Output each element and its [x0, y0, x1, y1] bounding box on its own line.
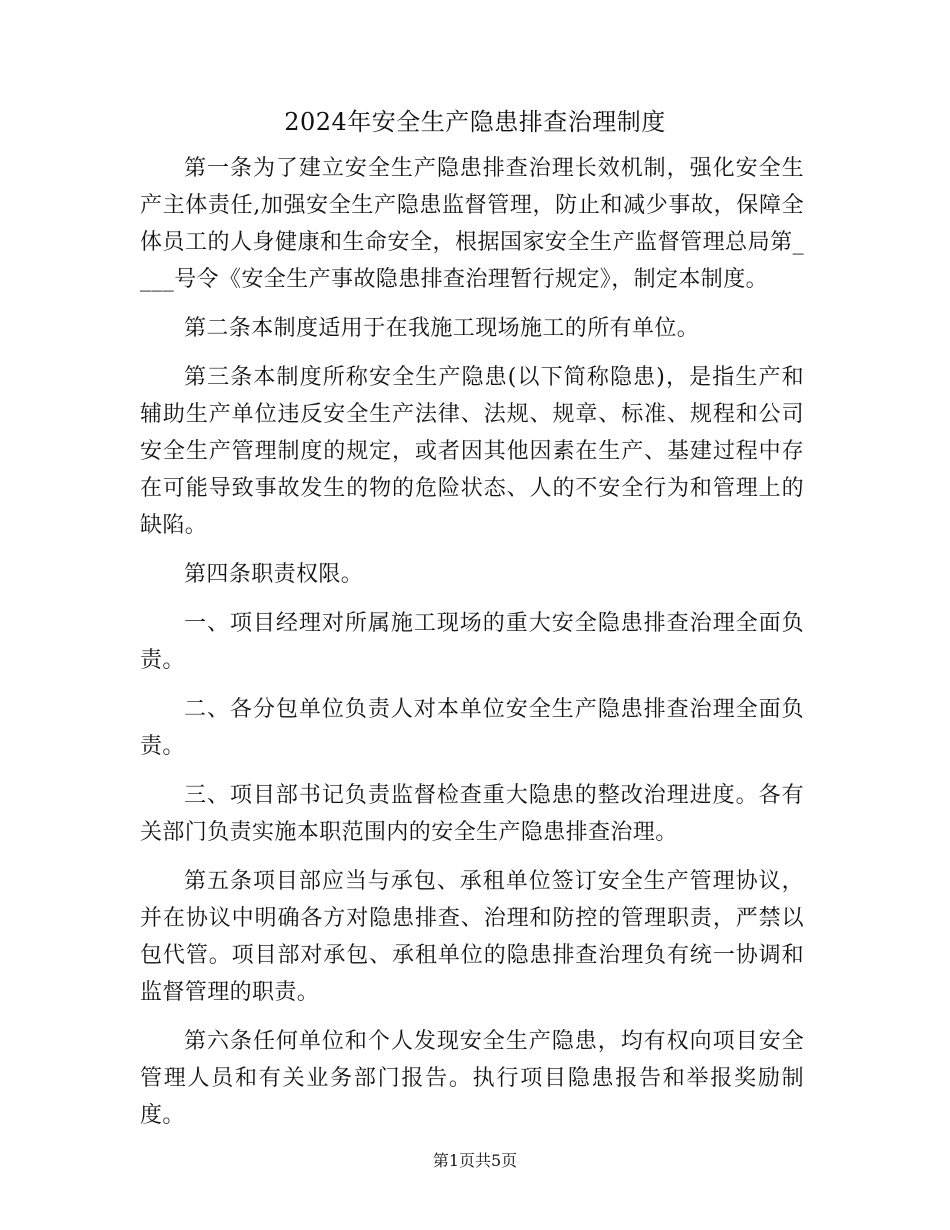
- paragraph-article-2: 第二条本制度适用于在我施工现场施工的所有单位。: [184, 316, 700, 341]
- paragraph-article-3: 第三条本制度所称安全生产隐患(以下简称隐患)，是指生产和辅助生产单位违反安全生产法律、法规、规章、标准、规程和公司安全生产管理制度的规定，或者因其他因素在生产、基建过程中存在可能导致事故发生的物的危险状态、人的不安全行为和管理上的缺陷。: [140, 365, 804, 538]
- document-body: [140, 150, 804, 1146]
- document-title: 2024年安全生产隐患排查治理制度: [284, 108, 666, 136]
- page-number-footer: 第1页共5页: [432, 1151, 518, 1170]
- paragraph-article-5: 第五条项目部应当与承包、承租单位签订安全生产管理协议，并在协议中明确各方对隐患排查、治理和防控的管理职责，严禁以包代管。项目部对承包、承租单位的隐患排查治理负有统一协调和监督管理的职责。: [140, 869, 804, 1005]
- paragraph-article-4: 第四条职责权限。: [184, 562, 364, 587]
- paragraph-duty-1: 一、项目经理对所属施工现场的重大安全隐患排查治理全面负责。: [140, 611, 804, 673]
- paragraph-duty-3: 三、项目部书记负责监督检查重大隐患的整改治理进度。各有关部门负责实施本职范围内的安全生产隐患排查治理。: [140, 783, 804, 845]
- paragraph-duty-2: 二、各分包单位负责人对本单位安全生产隐患排查治理全面负责。: [140, 697, 804, 759]
- paragraph-article-6: 第六条任何单位和个人发现安全生产隐患，均有权向项目安全管理人员和有关业务部门报告。执行项目隐患报告和举报奖励制度。: [140, 1029, 804, 1128]
- paragraph-article-1: 第一条为了建立安全生产隐患排查治理长效机制，强化安全生产主体责任,加强安全生产隐患监督管理，防止和减少事故，保障全体员工的人身健康和生命安全，根据国家安全生产监督管理总局第____号令《安全生产事故隐患排查治理暂行规定》，制定本制度。: [140, 156, 804, 292]
